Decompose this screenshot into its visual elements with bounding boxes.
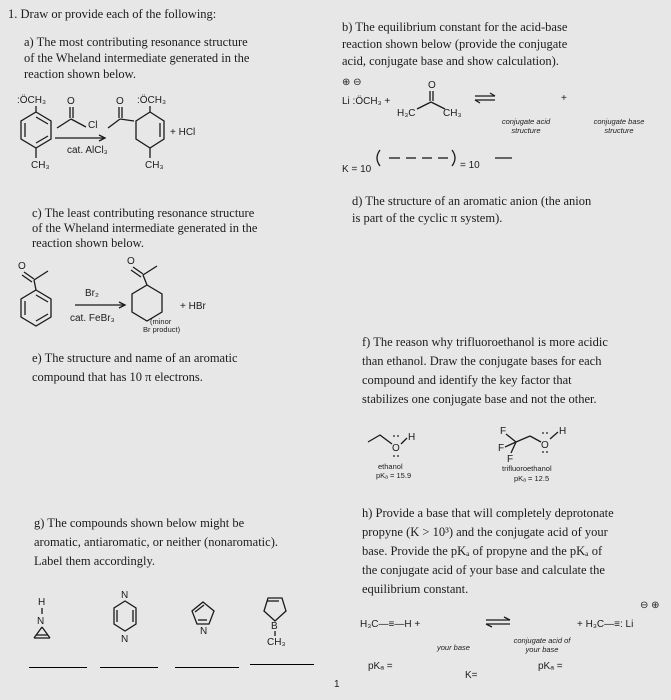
- svg-text:N: N: [121, 590, 129, 601]
- question-c-line-2: of the Wheland intermediate generated in the: [32, 221, 258, 235]
- question-d-line-1: d) The structure of an aromatic anion (the anion: [352, 194, 592, 208]
- svg-text:F: F: [507, 454, 514, 465]
- propynyl-lithium: + H₃C—≡: Li: [577, 619, 634, 630]
- question-b-line-3: acid, conjugate base and show calculation).: [342, 54, 559, 68]
- question-g-line-2: aromatic, antiaromatic, or neither (nonaromatic).: [34, 535, 278, 549]
- lithium-methoxide: Li :ÖCH₃ +: [342, 96, 391, 107]
- minor-label-2: Br product): [143, 325, 181, 334]
- question-f-line-1: f) The reason why trifluoroethanol is more acidic: [362, 335, 608, 349]
- your-base-label: your base: [437, 643, 470, 652]
- question-h-line-5: equilibrium constant.: [362, 582, 469, 596]
- question-a-line-1: a) The most contributing resonance structure: [24, 35, 248, 49]
- acetone-ch3: CH₃: [443, 108, 462, 119]
- svg-text:N: N: [37, 616, 45, 627]
- k-value-h: K=: [465, 670, 478, 681]
- question-c-line-3: reaction shown below.: [32, 236, 145, 250]
- svg-text:O: O: [392, 443, 400, 454]
- conjugate-acid-pka: pKₐ =: [538, 661, 563, 672]
- minor-label-1: (minor: [150, 317, 172, 326]
- question-h-line-2: propyne (K > 10³) and the conjugate acid of your: [362, 525, 608, 539]
- chloride-label: Cl: [88, 120, 98, 131]
- methoxy-label-left: :ÖCH₃: [17, 95, 47, 106]
- question-b-line-2: reaction shown below (provide the conjugate: [342, 37, 568, 51]
- question-e-line-2: compound that has 10 π electrons.: [32, 370, 203, 384]
- question-a-line-2: of the Wheland intermediate generated in the: [24, 51, 250, 65]
- k-equation-left: K = 10: [342, 164, 372, 175]
- svg-text:O: O: [116, 96, 124, 107]
- hcl-byproduct: + HCl: [170, 127, 196, 138]
- svg-text:O: O: [18, 261, 26, 272]
- svg-text:O: O: [127, 256, 135, 267]
- question-h-line-4: the conjugate acid of your base and calculate the: [362, 563, 605, 577]
- svg-text:H: H: [408, 432, 416, 443]
- svg-text:H: H: [559, 426, 567, 437]
- question-g-line-1: g) The compounds shown below might be: [34, 516, 245, 530]
- tfe-name: trifluoroethanol: [502, 464, 552, 473]
- catalyst-febr3: cat. FeBr₃: [70, 313, 115, 324]
- conjugate-base-label: conjugate base structure: [593, 117, 645, 135]
- svg-text:H: H: [38, 597, 46, 608]
- question-g-line-3: Label them accordingly.: [34, 554, 156, 568]
- question-e-line-1: e) The structure and name of an aromatic: [32, 351, 238, 365]
- plus-sign-b: +: [561, 93, 567, 104]
- k-equation-right: = 10: [460, 160, 480, 171]
- catalyst-alcl3: cat. AlCl₃: [67, 145, 108, 156]
- propyne-structure: H₃C—≡—H +: [360, 619, 421, 630]
- svg-text:F: F: [498, 443, 505, 454]
- tfe-pka: pKₐ = 12.5: [514, 474, 550, 483]
- svg-text:N: N: [121, 634, 129, 645]
- acetone-h3c: H₃C: [397, 108, 416, 119]
- question-a-line-3: reaction shown below.: [24, 67, 137, 81]
- hbr-byproduct: + HBr: [180, 301, 206, 312]
- conjugate-acid-label: conjugate acid structure: [501, 117, 551, 135]
- methyl-label-right: CH₃: [145, 160, 164, 171]
- question-f-line-3: compound and identify the key factor that: [362, 373, 572, 387]
- question-h-line-1: h) Provide a base that will completely deprotonate: [362, 506, 614, 520]
- svg-text:O: O: [67, 96, 75, 107]
- charge-symbols: ⊕ ⊖: [342, 77, 362, 88]
- question-d-line-2: is part of the cyclic π system).: [352, 211, 503, 225]
- methoxy-label-right: :ÖCH₃: [137, 95, 167, 106]
- svg-text:O: O: [428, 80, 436, 91]
- question-c-line-1: c) The least contributing resonance structure: [32, 206, 255, 220]
- question-f-line-4: stabilizes one conjugate base and not the other.: [362, 392, 597, 406]
- ethanol-pka: pKₐ = 15.9: [376, 471, 412, 480]
- svg-text:O: O: [541, 440, 549, 451]
- svg-text:B: B: [271, 621, 278, 632]
- svg-text:F: F: [500, 426, 507, 437]
- question-h-line-3: base. Provide the pKₐ of propyne and the pKₐ of: [362, 544, 603, 558]
- propyne-pka: pKₐ =: [368, 661, 393, 672]
- question-b-line-1: b) The equilibrium constant for the acid-base: [342, 20, 568, 34]
- ethanol-name: ethanol: [378, 462, 403, 471]
- worksheet-title: 1. Draw or provide each of the following:: [8, 7, 217, 21]
- question-f-line-2: than ethanol. Draw the conjugate bases for each: [362, 354, 602, 368]
- conjugate-acid-label-h: conjugate acid of your base: [513, 636, 571, 654]
- page-number: 1: [334, 679, 340, 690]
- svg-text:CH₃: CH₃: [267, 637, 286, 648]
- product-charges: ⊖ ⊕: [640, 600, 660, 611]
- methyl-label-left: CH₃: [31, 160, 50, 171]
- bromine-reagent: Br₂: [85, 288, 99, 299]
- svg-text:N: N: [200, 626, 208, 637]
